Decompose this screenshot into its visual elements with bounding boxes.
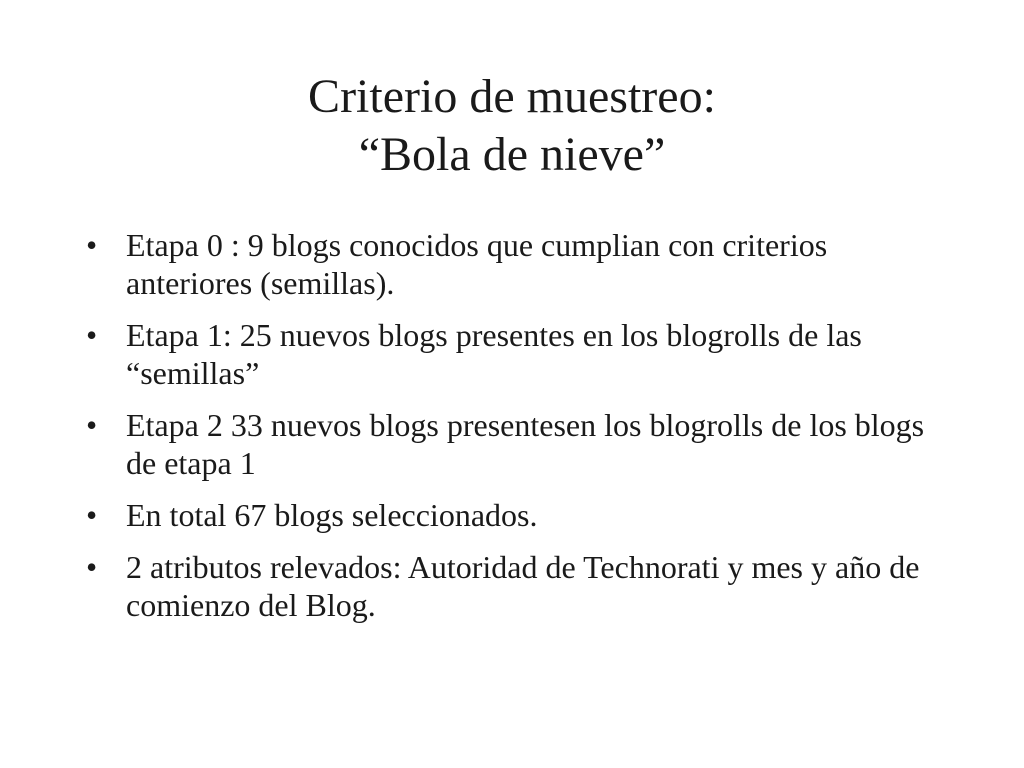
bullet-text: Etapa 0 : 9 blogs conocidos que cumplian con criterios anteriores (semillas). xyxy=(126,227,828,301)
bullet-icon: • xyxy=(86,317,98,353)
bullet-list xyxy=(80,226,960,638)
bullet-text: Etapa 1: 25 nuevos blogs presentes en los blogrolls de las “semillas” xyxy=(126,317,862,391)
slide-title-line-2: “Bola de nieve” xyxy=(358,128,666,181)
bullet-text: En total 67 blogs seleccionados. xyxy=(126,497,538,533)
bullet-icon: • xyxy=(86,497,98,533)
bullet-icon: • xyxy=(86,227,98,263)
bullet-icon: • xyxy=(86,549,98,585)
bullet-item-stage-1 xyxy=(80,316,960,392)
bullet-text: 2 atributos relevados: Autoridad de Technorati y mes y año de comienzo del Blog. xyxy=(126,549,920,623)
slide-title-line-1: Criterio de muestreo: xyxy=(308,70,716,123)
slide-title xyxy=(0,68,1024,184)
bullet-item-stage-0 xyxy=(80,226,960,302)
bullet-item-total xyxy=(80,496,960,534)
bullet-item-attributes xyxy=(80,548,960,624)
bullet-icon: • xyxy=(86,407,98,443)
bullet-item-stage-2 xyxy=(80,406,960,482)
bullet-text: Etapa 2 33 nuevos blogs presentesen los blogrolls de los blogs de etapa 1 xyxy=(126,407,925,481)
